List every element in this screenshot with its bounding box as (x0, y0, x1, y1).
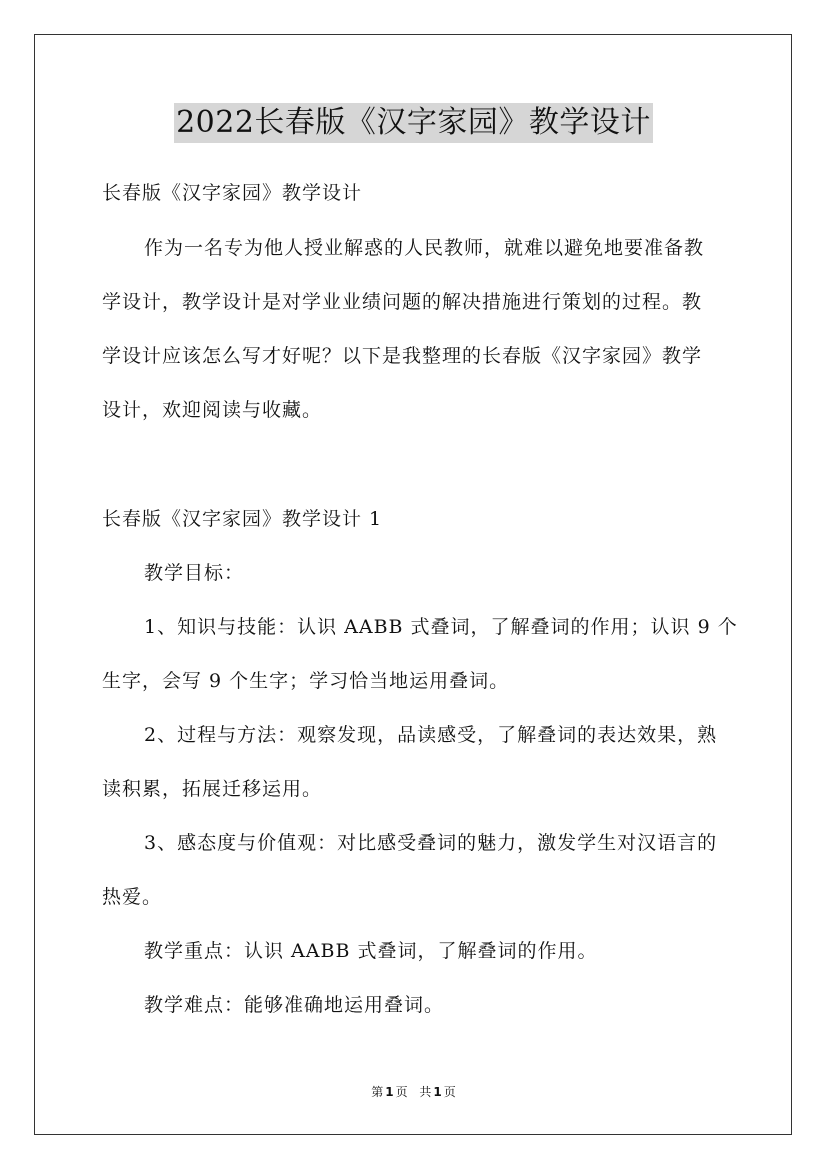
body-line: 2、过程与方法：观察发现，品读感受，了解叠词的表达效果，熟 (144, 724, 718, 746)
page-suffix: 页 (395, 1085, 408, 1099)
total-suffix: 页 (443, 1085, 456, 1099)
title-container (0, 103, 827, 143)
document-title: 2022长春版《汉字家园》教学设计 (174, 103, 653, 143)
body-line: 读积累，拓展迁移运用。 (102, 778, 323, 800)
total-number: 1 (433, 1085, 442, 1099)
page-indicator (369, 1085, 409, 1099)
intro-line: 设计，欢迎阅读与收藏。 (102, 399, 323, 421)
total-prefix: 共 (419, 1085, 432, 1099)
body-line: 教学目标： (144, 562, 245, 584)
page-footer (0, 1083, 827, 1100)
body-line: 教学重点：认识 AABB 式叠词，了解叠词的作用。 (144, 940, 598, 962)
intro-line: 作为一名专为他人授业解惑的人民教师，就难以避免地要准备教 (144, 237, 705, 259)
document-subtitle: 长春版《汉字家园》教学设计 (102, 182, 363, 204)
page-prefix: 第 (371, 1085, 384, 1099)
body-line: 教学难点：能够准确地运用叠词。 (144, 994, 445, 1016)
body-line: 3、感态度与价值观：对比感受叠词的魅力，激发学生对汉语言的 (144, 832, 718, 854)
intro-line: 学设计，教学设计是对学业业绩问题的解决措施进行策划的过程。教 (102, 291, 703, 313)
section-heading: 长春版《汉字家园》教学设计 1 (102, 508, 383, 530)
body-line: 热爱。 (102, 886, 163, 908)
intro-line: 学设计应该怎么写才好呢？以下是我整理的长春版《汉字家园》教学 (102, 345, 703, 367)
total-pages-indicator (417, 1085, 457, 1099)
page-number: 1 (385, 1085, 394, 1099)
body-line: 生字，会写 9 个生字；学习恰当地运用叠词。 (102, 670, 510, 692)
body-line: 1、知识与技能：认识 AABB 式叠词，了解叠词的作用；认识 9 个 (144, 616, 738, 638)
